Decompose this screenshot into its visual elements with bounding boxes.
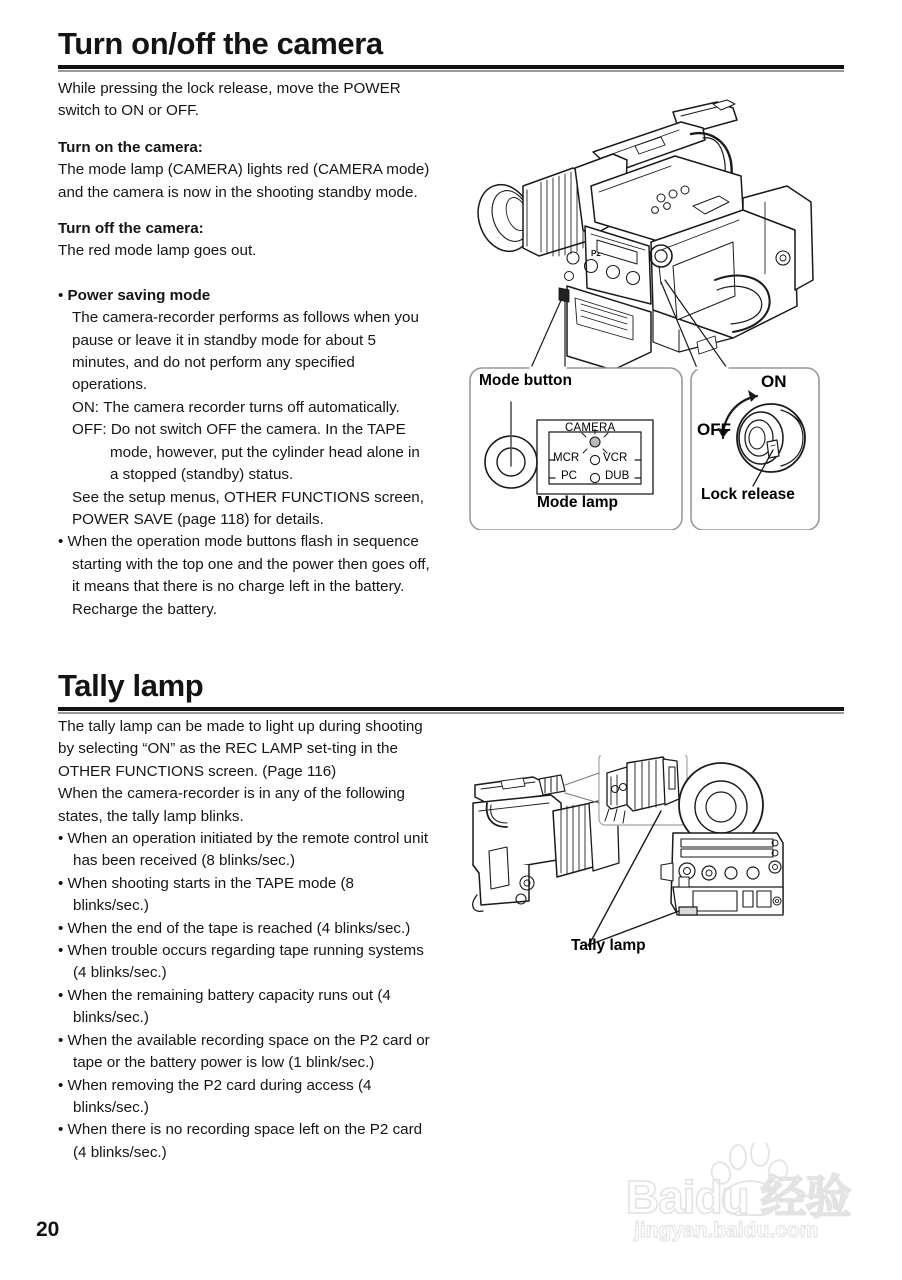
section2-body bbox=[58, 716, 430, 1164]
baidu-paw-icon bbox=[626, 1143, 888, 1251]
battery-bullet-text: When the operation mode buttons flash in sequence starting with the top one and the power then goes off, it means that there is no charge left in the battery. Recharge the battery. bbox=[67, 533, 430, 618]
on-text: The camera recorder turns off automatically. bbox=[103, 398, 400, 416]
power-off-label: OFF bbox=[697, 420, 731, 439]
lock-release-label: Lock release bbox=[701, 486, 795, 503]
turn-on-text: The mode lamp (CAMERA) lights red (CAMERA mode) and the camera is now in the shooting standby mode. bbox=[58, 161, 430, 201]
mode-lamp-vcr-text: VCR bbox=[603, 452, 628, 464]
on-row bbox=[72, 397, 430, 419]
list-item: • When trouble occurs regarding tape running systems (4 blinks/sec.) bbox=[58, 940, 430, 985]
battery-bullet bbox=[58, 531, 430, 621]
list-item: • When removing the P2 card during access (4 blinks/sec.) bbox=[58, 1075, 430, 1120]
tally-intro: The tally lamp can be made to light up during shooting by selecting “ON” as the REC LAMP set-ting in the OTHER FUNCTIONS screen. (Page 116) bbox=[58, 718, 423, 780]
turn-off-label: Turn off the camera: bbox=[58, 220, 204, 238]
svg-text:P2: P2 bbox=[591, 249, 601, 258]
list-item: • When there is no recording space left on the P2 card (4 blinks/sec.) bbox=[58, 1119, 430, 1164]
figure-tally-lamp bbox=[465, 755, 815, 975]
off-label: OFF: bbox=[72, 421, 107, 439]
figure-power-switch-svg bbox=[465, 90, 825, 530]
mode-lamp-mcr-text: MCR bbox=[553, 452, 580, 464]
tally-states-intro: When the camera-recorder is in any of the following states, the tally lamp blinks. bbox=[58, 785, 405, 825]
turn-on-label: Turn on the camera: bbox=[58, 138, 203, 156]
tally-blink-list bbox=[58, 828, 430, 1164]
page-title: Turn on/off the camera bbox=[58, 26, 383, 61]
baidu-watermark bbox=[626, 1143, 888, 1251]
heading-rule-thick bbox=[58, 707, 844, 711]
power-saving-heading bbox=[58, 285, 430, 307]
section-heading-tally-lamp bbox=[58, 668, 844, 714]
off-row bbox=[72, 419, 430, 486]
watermark-main-text: Baidu 经验 bbox=[626, 1171, 851, 1223]
mode-lamp-camera-text: CAMERA bbox=[565, 422, 616, 434]
page-number: 20 bbox=[36, 1218, 60, 1241]
power-saving-text: The camera-recorder performs as follows when you pause or leave it in standby mode for about 5 minutes, and do not perform any specified operations. bbox=[72, 309, 419, 394]
mode-button-label: Mode button bbox=[479, 372, 572, 389]
bullet-glyph: • bbox=[58, 533, 68, 551]
power-saving-on-line bbox=[58, 397, 430, 419]
power-saving-bullet bbox=[58, 285, 430, 531]
turn-off-text: The red mode lamp goes out. bbox=[58, 242, 257, 260]
see-setup-text: See the setup menus, OTHER FUNCTIONS screen, POWER SAVE (page 118) for details. bbox=[72, 488, 424, 528]
on-label: ON: bbox=[72, 398, 100, 416]
tally-lamp-label: Tally lamp bbox=[571, 937, 646, 954]
list-item: • When shooting starts in the TAPE mode (8 blinks/sec.) bbox=[58, 873, 430, 918]
section-heading-turn-on-off bbox=[58, 26, 844, 72]
section2-title: Tally lamp bbox=[58, 668, 204, 703]
mode-lamp-pc-text: PC bbox=[561, 470, 577, 482]
figure-power-switch bbox=[465, 90, 825, 530]
heading-rule-thin bbox=[58, 712, 844, 714]
intro-paragraph: While pressing the lock release, move the POWER switch to ON or OFF. bbox=[58, 80, 401, 120]
list-item: • When an operation initiated by the remote control unit has been received (8 blinks/sec.) bbox=[58, 828, 430, 873]
mode-lamp-label: Mode lamp bbox=[537, 494, 618, 511]
mode-lamp-dub-text: DUB bbox=[605, 470, 630, 482]
power-saving-off-line bbox=[58, 419, 430, 486]
power-saving-label: Power saving mode bbox=[67, 286, 211, 304]
heading-rule-thin bbox=[58, 70, 844, 72]
list-item: • When the available recording space on the P2 card or tape or the battery power is low (1 blink/sec.) bbox=[58, 1030, 430, 1075]
list-item: • When the remaining battery capacity runs out (4 blinks/sec.) bbox=[58, 985, 430, 1030]
off-text: Do not switch OFF the camera. In the TAPE mode, however, put the cylinder head alone in a stopped (standby) status. bbox=[110, 421, 420, 484]
watermark-sub-text: jingyan.baidu.com bbox=[634, 1219, 819, 1242]
section1-body bbox=[58, 78, 430, 621]
spacer bbox=[58, 277, 430, 285]
power-on-label: ON bbox=[761, 372, 787, 391]
list-item: • When the end of the tape is reached (4 blinks/sec.) bbox=[58, 918, 430, 940]
heading-rule-thick bbox=[58, 65, 844, 69]
bullet-glyph: • bbox=[58, 286, 68, 304]
